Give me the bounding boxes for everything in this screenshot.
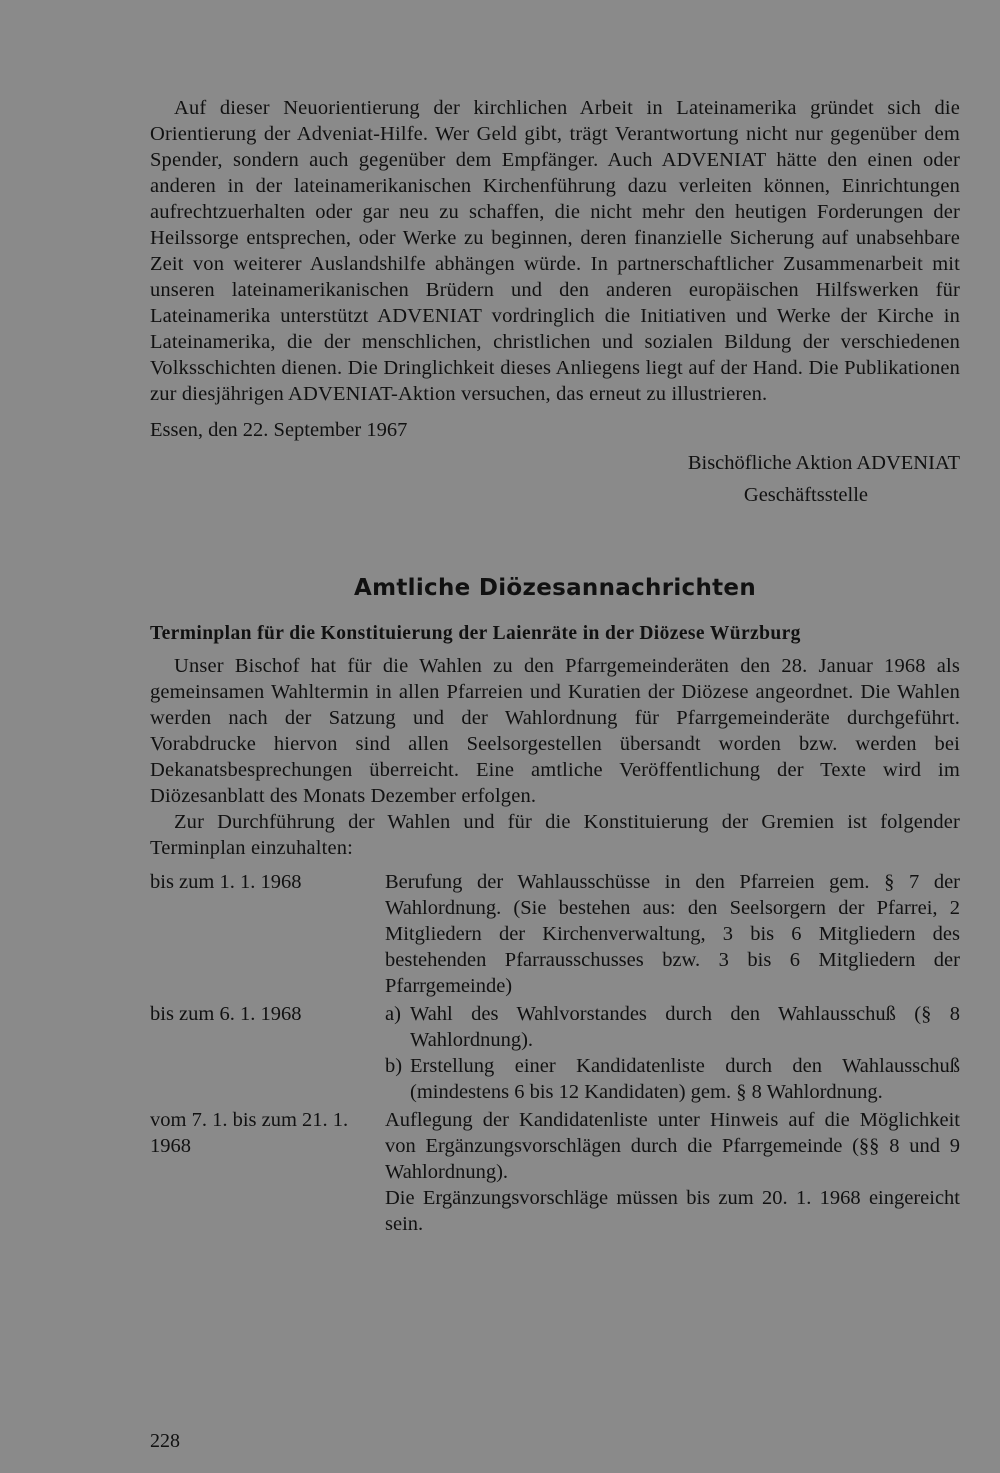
- schedule-date: vom 7. 1. bis zum 21. 1. 1968: [150, 1109, 349, 1157]
- schedule-subitems: [385, 1001, 960, 1105]
- subitem-label: a): [385, 1003, 401, 1025]
- schedule-date: bis zum 6. 1. 1968: [150, 1003, 302, 1025]
- subitem-text: Erstellung einer Kandidatenliste durch den Wahlausschuß (mindestens 6 bis 12 Kandidaten) gem. § 8 Wahlordnung.: [410, 1055, 960, 1103]
- schedule-text: Berufung der Wahlausschüsse in den Pfarreien gem. § 7 der Wahlordnung. (Sie bestehen aus: den Seelsorgern der Pfarrei, 2 Mitgliedern der Kirchenverwaltung, 3 bis 6 Mitgliedern des bestehenden Pfarrausschusses bzw. 3 bis 6 Mitgliedern der Pfarrgemeinde): [385, 871, 960, 997]
- schedule-list: [150, 869, 960, 1237]
- schedule-date: bis zum 1. 1. 1968: [150, 871, 302, 893]
- body-paragraph-1: Unser Bischof hat für die Wahlen zu den Pfarrgemeinderäten den 28. Januar 1968 als gemeinsamen Wahltermin in allen Pfarreien und Kuratien der Diözese angeordnet. Die Wahlen werden nach der Satzung und der Wahlordnung für Pfarrgemeinderäte durchgeführt. Vorabdrucke hiervon sind allen Seelsorgestellen übersandt worden bzw. werden bei Dekanatsbesprechungen überreicht. Eine amtliche Veröffentlichung der Texte wird im Diözesanblatt des Monats Dezember erfolgen.: [150, 655, 960, 807]
- schedule-text-note: Die Ergänzungsvorschläge müssen bis zum 20. 1. 1968 eingereicht sein.: [385, 1187, 960, 1235]
- signature-block: [150, 447, 960, 511]
- schedule-row: [150, 1107, 960, 1237]
- signature-line-2: Geschäftsstelle: [743, 484, 868, 506]
- schedule-row: [150, 1001, 960, 1105]
- section-title: Amtliche Diözesannachrichten: [354, 575, 756, 601]
- document-page: [150, 95, 960, 1237]
- schedule-row: [150, 869, 960, 999]
- dateline: Essen, den 22. September 1967: [150, 419, 408, 441]
- schedule-text: Auflegung der Kandidatenliste unter Hinweis auf die Möglichkeit von Ergänzungsvorschlägen durch die Pfarrgemeinde (§§ 8 und 9 Wahlordnung).: [385, 1109, 960, 1183]
- body-paragraph-2: Zur Durchführung der Wahlen und für die Konstituierung der Gremien ist folgender Terminplan einzuhalten:: [150, 811, 960, 859]
- signature-line-1: Bischöfliche Aktion ADVENIAT: [687, 452, 960, 474]
- intro-paragraph: Auf dieser Neuorientierung der kirchlichen Arbeit in Lateinamerika gründet sich die Orientierung der Adveniat-Hilfe. Wer Geld gibt, trägt Verantwortung nicht nur gegenüber dem Spender, sondern auch gegenüber dem Empfänger. Auch ADVENIAT hätte den einen oder anderen in der lateinamerikanischen Kirchenführung dazu verleiten können, Einrichtungen aufrechtzuerhalten oder gar neu zu schaffen, die nicht mehr den heutigen Forderungen der Heilssorge entsprechen, oder Werke zu beginnen, deren finanzielle Sicherung auf unabsehbare Zeit von weiterer Auslandshilfe abhängen würde. In partnerschaftlicher Zusammenarbeit mit unseren lateinamerikanischen Brüdern und den anderen europäischen Hilfswerken für Lateinamerika unterstützt ADVENIAT vordringlich die Initiativen und Werke der Kirche in Lateinamerika, die der menschlichen, christlichen und sozialen Bildung der verschiedenen Volksschichten dienen. Die Dringlichkeit dieses Anliegens liegt auf der Hand. Die Publikationen zur diesjährigen ADVENIAT-Aktion versuchen, das erneut zu illustrieren.: [150, 97, 960, 405]
- page-number: 228: [150, 1430, 180, 1452]
- schedule-subitem: [385, 1053, 960, 1105]
- schedule-text-block: [385, 1107, 960, 1237]
- subitem-text: Wahl des Wahlvorstandes durch den Wahlausschuß (§ 8 Wahlordnung).: [410, 1003, 960, 1051]
- schedule-subitem: [385, 1001, 960, 1053]
- subitem-label: b): [385, 1055, 403, 1077]
- sub-title: Terminplan für die Konstituierung der Laienräte in der Diözese Würzburg: [150, 623, 801, 644]
